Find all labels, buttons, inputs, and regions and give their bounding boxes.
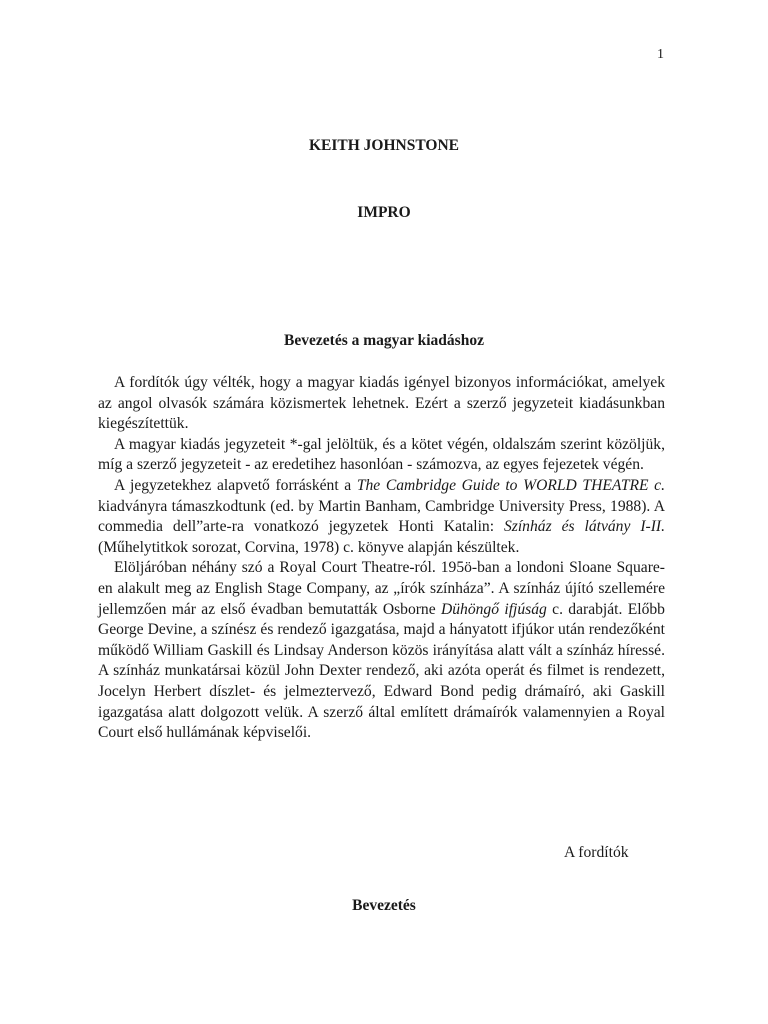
paragraph: A fordítók úgy vélték, hogy a magyar kiadás igényel bizonyos információkat, amelyek az angol olvasók számára közismertek lehetnek. Ezért a szerző jegyzeteit kiadásunkban kiegészítettük. [98, 374, 665, 433]
text-run: Elöljáróban néhány szó a Royal Court Theatre-ról. 195ö-ban a londoni Sloane Square-en alakult meg az English Stage Company, az „írók színháza”. A színház újító szellemére jellemzően már az első évadban bemutatták Osborne [98, 559, 665, 618]
paragraph [98, 476, 665, 558]
section-title-preface: Bevezetés a magyar kiadáshoz [284, 332, 484, 349]
signature: A fordítók [564, 844, 629, 861]
section-title-introduction: Bevezetés [352, 897, 416, 914]
italic-book-reference: The Cambridge Guide to WORLD THEATRE c. [356, 476, 665, 494]
italic-play-title: Dühöngő ifjúság [440, 600, 547, 618]
text-run: kiadványra támaszkodtunk (ed. by Martin Banham, Cambridge University Press, 1988). A commedia dell”arte-ra vonatkozó jegyzetek Honti Katalin: [98, 497, 665, 536]
page-number: 1 [657, 47, 664, 62]
preface-body [98, 373, 665, 744]
italic-book-reference: Színház és látvány I-II. [503, 518, 665, 536]
text-run: c. darabját. Előbb George Devine, a színész és rendező igazgatása, majd a hányatott ifjúkor után rendezőként működő William Gaskill és Lindsay Anderson közös irányítása alatt vált a színház híressé. A színház munkatársai közül John Dexter rendező, aki azóta operát és filmet is rendezett, Jocelyn Herbert díszlet- és jelmeztervező, Edward Bond pedig drámaíró, aki Gaskill igazgatása alatt dolgozott velük. A szerző által említett drámaírók valamennyien a Royal Court első hullámának képviselői. [98, 600, 665, 742]
paragraph: A magyar kiadás jegyzeteit *-gal jelöltük, és a kötet végén, oldalszám szerint közöljük, míg a szerző jegyzeteit - az eredetihez hasonlóan - számozva, az egyes fejezetek végén. [98, 435, 665, 474]
author-name: KEITH JOHNSTONE [308, 137, 460, 154]
text-run: A jegyzetekhez alapvető forrásként a [114, 476, 357, 494]
text-run: (Műhelytitkok sorozat, Corvina, 1978) c. könyve alapján készültek. [98, 538, 520, 556]
book-title: IMPRO [357, 204, 411, 221]
paragraph [98, 558, 665, 743]
